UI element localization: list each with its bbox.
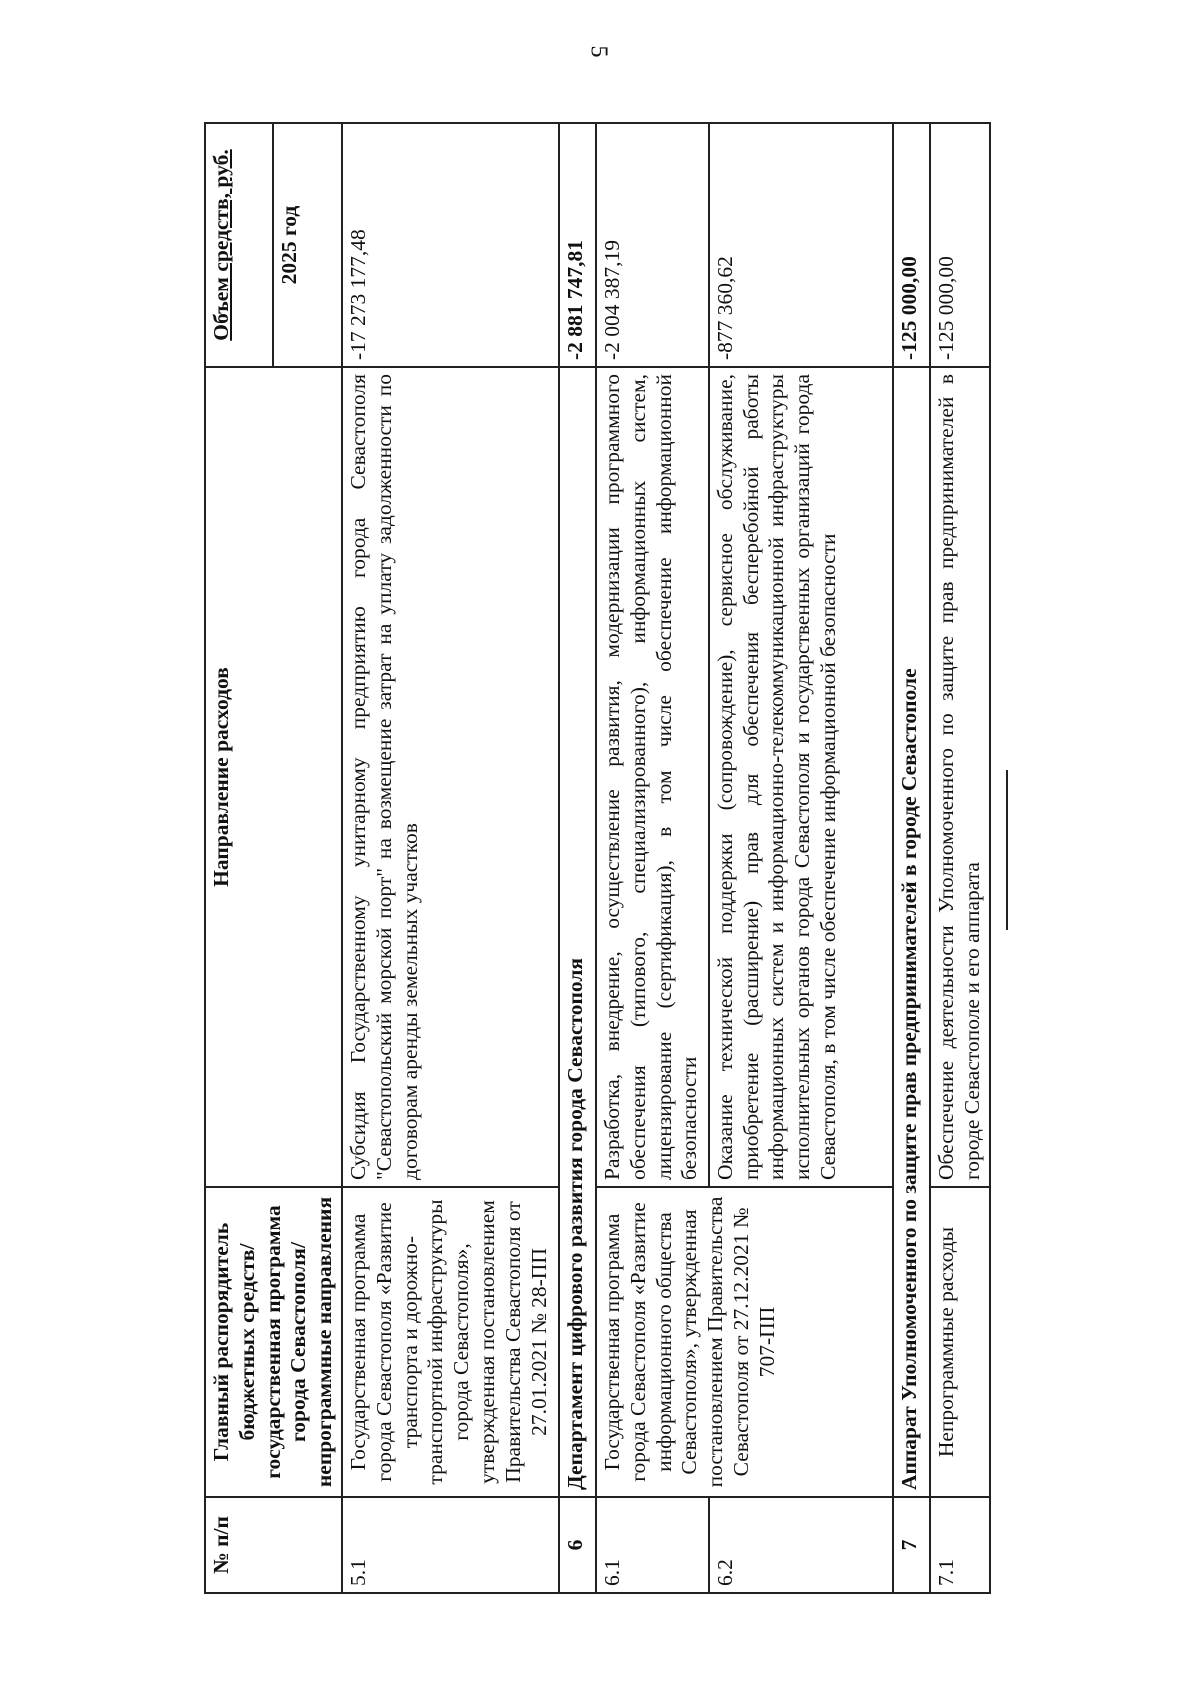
value-cell: -2 004 387,19	[596, 123, 709, 367]
direction-cell: Обеспечение деятельности Уполномоченного по защите прав предпринимателей в городе Севастополе и его аппарата	[930, 367, 991, 1187]
header-distributor: Главный распорядитель бюджетных средств/государственная программа города Севастополя/непрограммные направления	[205, 1187, 342, 1497]
table-row	[930, 123, 991, 1593]
table-row	[342, 123, 559, 1593]
program-cell: Непрограммные расходы	[930, 1187, 991, 1497]
header-num: № п/п	[205, 1497, 342, 1593]
section-number: 7	[893, 1497, 930, 1593]
direction-cell: Субсидия Государственному унитарному предприятию города Севастополя "Севастопольский морской порт" на возмещение затрат на уплату задолженности по договорам аренды земельных участков	[342, 367, 559, 1187]
header-volume-text: Объем средств, руб.	[209, 149, 233, 341]
row-number: 7.1	[930, 1497, 991, 1593]
header-direction: Направление расходов	[205, 367, 342, 1187]
rotated-table-container	[204, 124, 984, 1594]
value-cell: -877 360,62	[709, 123, 894, 367]
row-number: 5.1	[342, 1497, 559, 1593]
header-row	[205, 123, 273, 1593]
program-cell: Государственная программа города Севастополя «Развитие транспорта и дорожно-транспортной инфраструктуры города Севастополя», утвержденная постановлением Правительства Севастополя от 27.01.2021 № 28-ПП	[342, 1187, 559, 1497]
section-number: 6	[559, 1497, 596, 1593]
section-row	[559, 123, 596, 1593]
section-value: -125 000,00	[893, 123, 930, 367]
footnote-separator-line	[1006, 770, 1008, 930]
section-title: Департамент цифрового развития города Севастополя	[559, 367, 596, 1497]
page-number: 5	[585, 45, 612, 58]
direction-cell: Разработка, внедрение, осуществление развития, модернизации программного обеспечения (типового, специализированного), информационных систем, лицензирование (сертификация), в том числе обеспечение информационной безопасности	[596, 367, 709, 1187]
expenses-table	[204, 122, 991, 1594]
value-cell: -125 000,00	[930, 123, 991, 367]
header-volume	[205, 123, 273, 367]
row-number: 6.2	[709, 1497, 894, 1593]
value-cell: -17 273 177,48	[342, 123, 559, 367]
section-title: Аппарат Уполномоченного по защите прав предпринимателей в городе Севастополе	[893, 367, 930, 1497]
section-row	[893, 123, 930, 1593]
direction-cell: Оказание технической поддержки (сопровождение), сервисное обслуживание, приобретение (расширение) прав для обеспечения бесперебойной работы информационных систем и информационно-телекоммуникационной инфраструктуры исполнительных органов города Севастополя и государственных организаций города Севастополя, в том числе обеспечение информационной безопасности	[709, 367, 894, 1187]
program-cell: Государственная программа города Севастополя «Развитие информационного общества Севастополя», утвержденная постановлением Правительства Севастополя от 27.12.2021 № 707-ПП	[596, 1187, 893, 1497]
header-year: 2025 год	[273, 123, 342, 367]
row-number: 6.1	[596, 1497, 709, 1593]
section-value: -2 881 747,81	[559, 123, 596, 367]
table-row	[596, 123, 709, 1593]
